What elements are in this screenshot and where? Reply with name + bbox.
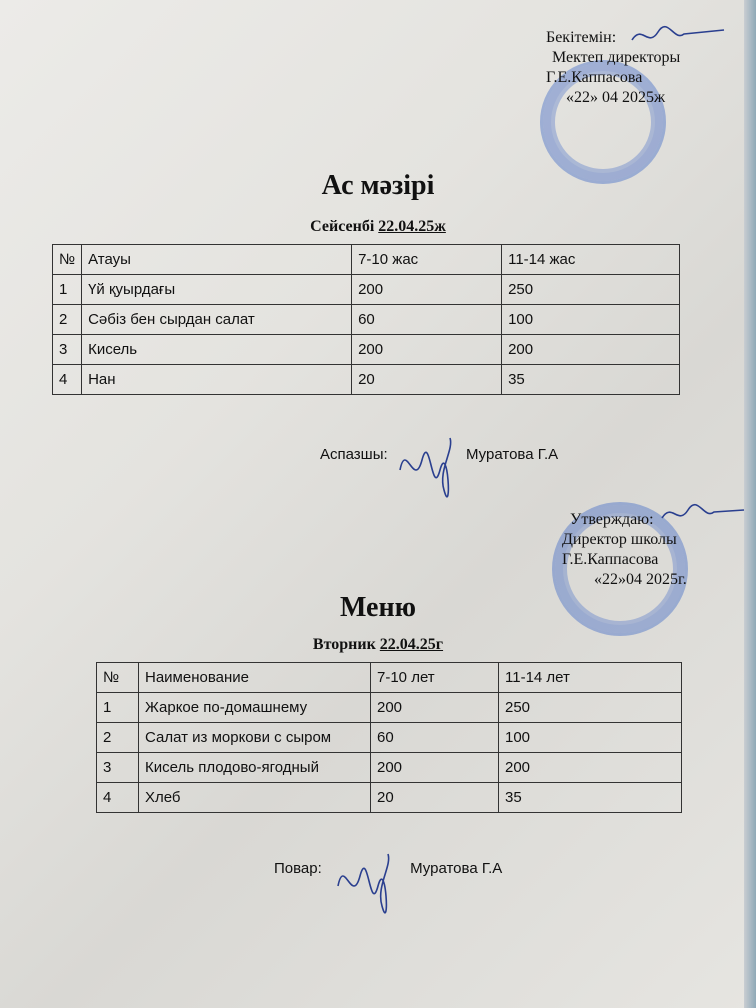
header-cell: Атауы	[82, 245, 352, 275]
table-row	[97, 693, 682, 723]
table-cell: 200	[502, 335, 680, 365]
day-label: Вторник	[312, 636, 376, 653]
date-value: 22.04.25ж	[378, 218, 446, 235]
page-title-kz: Ас мәзірі	[321, 170, 435, 201]
table-cell: 250	[502, 275, 680, 305]
cook-signature	[330, 846, 410, 946]
table-cell: 20	[371, 783, 499, 813]
table-cell: 60	[352, 305, 502, 335]
table-row	[53, 335, 680, 365]
table-row	[53, 365, 680, 395]
table-cell: 35	[499, 783, 682, 813]
header-cell: №	[97, 663, 139, 693]
table-cell: 20	[352, 365, 502, 395]
cook-label: Повар:	[274, 860, 322, 877]
table-cell: 250	[499, 693, 682, 723]
table-cell: 200	[371, 753, 499, 783]
approval-date: «22»04 2025г.	[594, 571, 687, 588]
table-cell: Үй қуырдағы	[82, 275, 352, 305]
table-cell: 3	[53, 335, 82, 365]
table-cell: Жаркое по-домашнему	[139, 693, 371, 723]
table-row	[97, 783, 682, 813]
header-cell: 11-14 лет	[499, 663, 682, 693]
table-row	[97, 723, 682, 753]
table-cell: Сәбіз бен сырдан салат	[82, 305, 352, 335]
table-cell: 200	[371, 693, 499, 723]
header-cell: 11-14 жас	[502, 245, 680, 275]
approval-label: Бекітемін:	[546, 29, 617, 46]
table-cell: 200	[499, 753, 682, 783]
cook-name: Муратова Г.А	[410, 860, 503, 877]
table-cell: 200	[352, 275, 502, 305]
menu-table-kz	[52, 244, 680, 395]
table-cell: Кисель плодово-ягодный	[139, 753, 371, 783]
menu-date-kz	[0, 218, 756, 236]
approval-name: Г.Е.Каппасова	[546, 69, 643, 86]
director-signature	[628, 22, 728, 50]
table-header-row	[53, 245, 680, 275]
table-cell: 1	[53, 275, 82, 305]
table-cell: 35	[502, 365, 680, 395]
table-cell: 100	[502, 305, 680, 335]
table-cell: 2	[53, 305, 82, 335]
table-cell: 1	[97, 693, 139, 723]
cook-name: Муратова Г.А	[466, 446, 559, 463]
approval-name: Г.Е.Каппасова	[562, 551, 659, 568]
page-title-ru: Меню	[339, 592, 416, 623]
cook-label: Аспазшы:	[320, 446, 388, 463]
table-cell: 4	[97, 783, 139, 813]
cook-signature	[392, 430, 472, 530]
day-label: Сейсенбі	[310, 218, 375, 235]
director-signature	[658, 500, 748, 528]
table-cell: 100	[499, 723, 682, 753]
table-cell: Нан	[82, 365, 352, 395]
table-header-row	[97, 663, 682, 693]
approval-position: Мектеп директоры	[552, 49, 681, 66]
header-cell: Наименование	[139, 663, 371, 693]
table-cell: 4	[53, 365, 82, 395]
table-cell: 60	[371, 723, 499, 753]
table-cell: Хлеб	[139, 783, 371, 813]
table-row	[53, 305, 680, 335]
table-row	[97, 753, 682, 783]
menu-table-ru	[96, 662, 682, 813]
table-cell: Салат из моркови с сыром	[139, 723, 371, 753]
header-cell: 7-10 лет	[371, 663, 499, 693]
header-cell: 7-10 жас	[352, 245, 502, 275]
date-value: 22.04.25г	[379, 636, 444, 653]
approval-position: Директор школы	[562, 531, 677, 548]
table-cell: 3	[97, 753, 139, 783]
menu-date-ru	[0, 636, 756, 654]
table-cell: 2	[97, 723, 139, 753]
approval-label: Утверждаю:	[570, 511, 654, 528]
table-cell: 200	[352, 335, 502, 365]
approval-date: «22» 04 2025ж	[566, 89, 666, 106]
table-row	[53, 275, 680, 305]
header-cell: №	[53, 245, 82, 275]
table-cell: Кисель	[82, 335, 352, 365]
